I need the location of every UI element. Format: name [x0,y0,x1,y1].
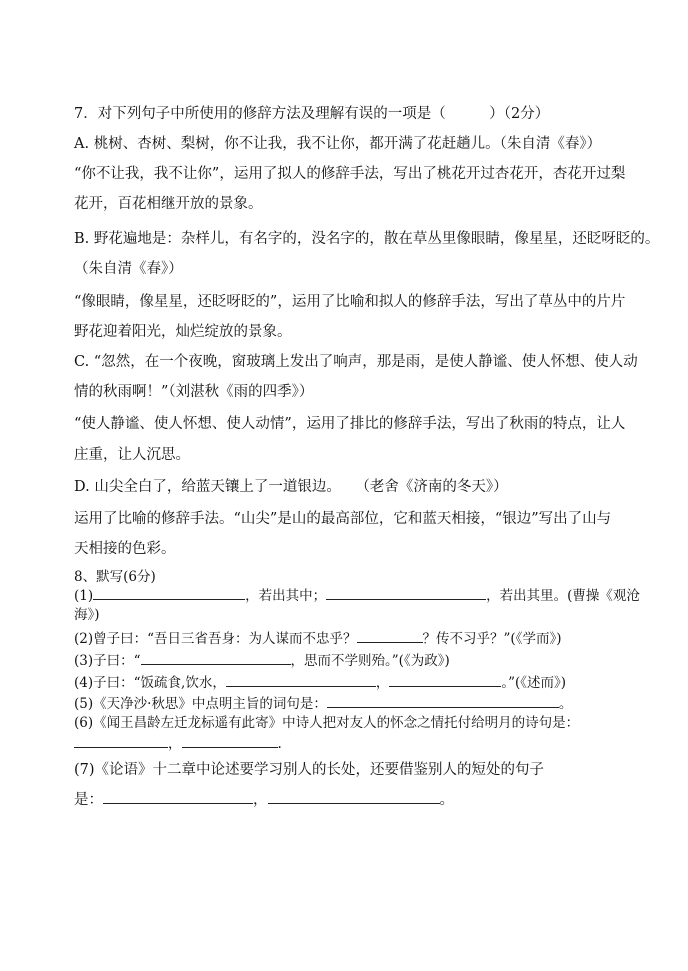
q7-option-a-line3: 花开，百花相继开放的景象。 [74,196,263,212]
q7-option-a-line1: A. 桃树、杏树、梨树，你不让我，我不让你，都开满了花赶趟儿。（朱自清《春》） [74,136,602,152]
q7-option-c-line4: 庄重，让人沉思。 [74,447,190,463]
answer-blank[interactable] [182,733,278,748]
q8-item-7-lead: 是： [74,792,103,808]
q7-option-b-line4: 野花迎着阳光，灿烂绽放的景象。 [74,324,292,340]
q8-item-5-head: (5)《天净沙·秋思》中点明主旨的词句是： [74,696,327,712]
q7-stem: 7．对下列句子中所使用的修辞方法及理解有误的一项是（ ）（2分） [74,106,550,122]
q8-item-6-blanks [74,733,282,754]
q7-option-a-line2: “你不让我，我不让你”，运用了拟人的修辞手法，写出了桃花开过杏花开，杏花开过梨 [74,166,626,182]
q8-item-1-cont: 海》) [74,607,100,623]
q7-option-b-line1: B. 野花遍地是：杂样儿，有名字的，没名字的，散在草丛里像眼睛，像星星，还眨呀眨的。 [74,231,660,247]
q8-heading: 8、默写(6分) [74,569,156,585]
q8-item-1 [74,585,640,606]
q8-item-2-tail: ？传不习乎？”(《学而》) [422,631,562,647]
q8-item-6-end: . [277,736,282,752]
q8-item-1-num: (1) [74,588,94,604]
q8-item-3-tail: ，思而不学则殆。”(《为政》) [290,653,450,669]
answer-blank[interactable] [268,789,440,804]
q8-item-3 [74,650,450,671]
q8-item-7-end: 。 [439,792,454,808]
q7-option-c-line2: 情的秋雨啊！”（刘湛秋《雨的四季》） [74,384,314,400]
q8-item-4-sep: ， [375,675,390,691]
q8-item-5 [74,693,572,714]
answer-blank[interactable] [326,585,486,600]
q8-item-1-mid: ，若出其中； [245,588,327,604]
q8-item-4-head: (4)子曰：“饭疏食,饮水， [74,675,226,691]
q8-item-6: (6)《闻王昌龄左迁龙标遥有此寄》中诗人把对友人的怀念之情托付给明月的诗句是： [74,715,580,731]
answer-blank[interactable] [327,693,559,708]
q8-item-6-sep: ， [168,736,182,752]
q8-item-4 [74,672,566,693]
answer-blank[interactable] [103,789,253,804]
answer-blank[interactable] [74,733,168,748]
q7-option-d-line1: D. 山尖全白了，给蓝天镶上了一道银边。 （老舍《济南的冬天》） [74,479,508,495]
q7-option-b-line3: “像眼睛，像星星，还眨呀眨的”，运用了比喻和拟人的修辞手法，写出了草丛中的片片 [74,294,626,310]
q7-option-b-line2: （朱自清《春》） [74,261,183,277]
q8-item-1-tail: ，若出其里。(曹操《观沧 [486,588,640,604]
q8-item-7-blanks [74,789,454,810]
q8-item-3-head: (3)子曰：“ [74,653,141,669]
q7-option-c-line1: C. “忽然，在一个夜晚，窗玻璃上发出了响声，那是雨，是使人静谧、使人怀想、使人动 [74,354,638,370]
q8-item-5-tail: 。 [558,696,573,712]
q8-item-4-tail: 。”(《述而》) [501,675,567,691]
answer-blank[interactable] [141,650,291,665]
q7-option-d-line2: 运用了比喻的修辞手法。“山尖”是山的最高部位，它和蓝天相接，“银边”写出了山与 [74,511,612,527]
answer-blank[interactable] [357,628,423,643]
q8-item-7: (7)《论语》十二章中论述要学习别人的长处，还要借鉴别人的短处的句子 [74,762,545,778]
q8-item-2 [74,628,561,649]
answer-blank[interactable] [93,585,245,600]
answer-blank[interactable] [389,672,501,687]
q7-option-d-line3: 天相接的色彩。 [74,541,176,557]
q8-item-7-sep: ， [253,792,268,808]
answer-blank[interactable] [226,672,376,687]
q7-option-c-line3: “使人静谧、使人怀想、使人动情”，运用了排比的修辞手法，写出了秋雨的特点，让人 [74,416,626,432]
q8-item-2-head: (2)曾子曰：“吾日三省吾身：为人谋而不忠乎？ [74,631,357,647]
